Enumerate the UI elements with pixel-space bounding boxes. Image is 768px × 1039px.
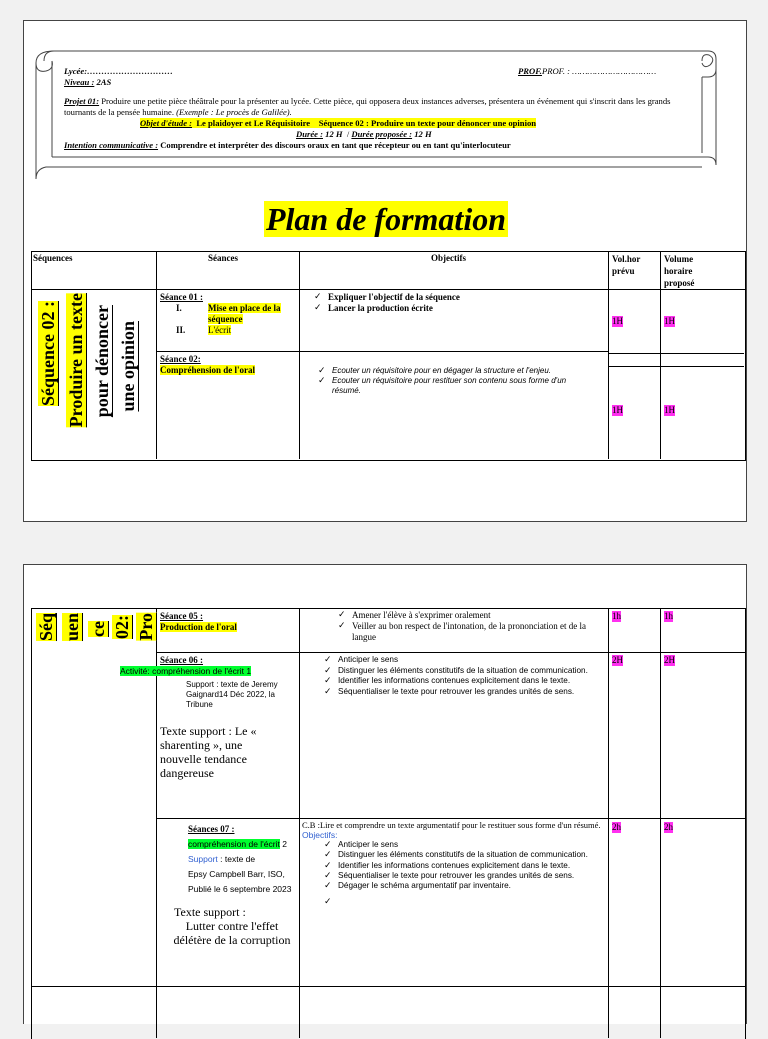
vol-propose-value: 2H	[664, 655, 675, 665]
intention-text: Comprendre et interpréter des discours oraux en tant que récepteur ou en tant qu'interlocuteur	[158, 140, 511, 150]
support-date: Publié le 6 septembre 2023	[188, 884, 292, 894]
support-author: Epsy Campbell Barr, ISO,	[188, 869, 285, 879]
texte-support: Texte support : Le « sharenting », une nouvelle tendance dangereuse	[160, 724, 257, 780]
vol-propose-value: 1H	[664, 405, 675, 415]
sequence-vertical-label-fragment: Séq uen ce 02: Pro	[36, 613, 156, 642]
vol-prevu-value: 1H	[612, 316, 623, 326]
objective-item: ✓ Anticiper le sens	[322, 655, 604, 666]
niveau-value: 2AS	[96, 77, 112, 87]
vol-prevu-value: 1H	[612, 405, 623, 415]
sequence-vertical-label: Séquence 02 : Produire un texte pour dénoncer une opinion	[38, 293, 138, 428]
texte-support-label: Texte support :	[174, 905, 246, 919]
page-title: Plan de formation	[265, 201, 506, 237]
texte-support-title: Lutter contre l'effet délétère de la corruption	[173, 919, 291, 947]
seance-07-objectives	[302, 820, 606, 907]
vol-propose-value: 1h	[664, 611, 673, 621]
cb-text: C.B :Lire et comprendre un texte argumentatif pour le restituer sous forme d'un résumé.	[302, 820, 601, 830]
objective-item: ✓ Veiller au bon respect de l'intonation, de la prononciation et de la langue	[336, 621, 606, 643]
seance-02-cell: Séance 02: Compréhension de l'oral	[160, 354, 256, 375]
document-page-1	[23, 20, 747, 522]
objet-text: Le plaidoyer et Le Réquisitoire	[196, 118, 311, 128]
sequence-text: Séquence 02 : Produire un texte pour dénoncer une opinion	[318, 118, 537, 128]
seance-06-objectives	[322, 655, 604, 697]
col-header-objectifs: Objectifs	[431, 253, 466, 263]
col-header-sequences: Séquences	[33, 253, 73, 263]
objet-label: Objet d'étude :	[140, 118, 193, 128]
objective-item: ✓ Identifier les informations contenues explicitement dans le texte.	[322, 861, 606, 871]
lycee-field: Lycée:…………………………	[64, 66, 173, 76]
activity-text: : compréhension de l'écrit 1	[147, 666, 252, 676]
vol-prevu-value: 2h	[612, 822, 621, 832]
objective-item: ✓ Identifier les informations contenues explicitement dans le texte.	[322, 676, 604, 687]
intention-label: Intention communicative :	[64, 140, 159, 150]
objective-item: ✓ Ecouter un réquisitoire pour restituer son contenu sous forme d'un résumé.	[316, 376, 568, 396]
vol-prevu-value: 2H	[612, 655, 623, 665]
activity-text: compréhension de l'écrit	[188, 839, 280, 849]
objective-item: ✓ Lancer la production écrite	[312, 303, 602, 314]
objective-item: ✓ Séquentialiser le texte pour retrouver les grandes unités de sens.	[322, 871, 606, 881]
objective-item: ✓ Dégager le schéma argumentatif par inventaire.	[322, 881, 606, 891]
seance-05-objectives	[336, 610, 606, 643]
support-text: Support : texte de Jeremy Gaignard14 Déc 2022, la Tribune	[186, 680, 278, 709]
objective-item: ✓ Ecouter un réquisitoire pour en dégager la structure et l'enjeu.	[316, 366, 568, 376]
col-header-vol-prevu: Vol.hor prévu	[612, 254, 641, 276]
duree-proposee-label: Durée proposée :	[351, 129, 413, 139]
seance-02-objectives	[316, 366, 568, 396]
support-label: Support	[188, 854, 218, 864]
vol-propose-value: 1H	[664, 316, 675, 326]
objective-item: ✓ Expliquer l'objectif de la séquence	[312, 292, 602, 303]
seance-05-cell: Séance 05 : Production de l'oral	[160, 611, 237, 632]
prof-field: PROF. : ……………………………	[541, 66, 657, 76]
activity-label: Activité	[120, 666, 148, 676]
vol-prevu-value: 1h	[612, 611, 621, 621]
seance-06-cell: Séance 06 : Activité: compréhension de l'écrit 1 Support : texte de Jeremy Gaignard14 Déc 2022, la Tribune Texte support : Le « sharenting », une nouvelle tendance dangereuse	[120, 655, 298, 780]
duree-value: 12 H	[325, 129, 343, 139]
header-block: Lycée:………………………… PROF.PROF. : …………………………… Niveau : 2AS Projet 01: Produire une petite pièce théâtrale pour la présenter au lycée. Cette pièce, qui opposera deux instances adverses, présentera un événement qui s'inscrit dans les grands tournants de la pensée humaine. (Exemple : Le procès de Galilée). Objet d'étude : Le plaidoyer et Le Réquisitoire Séquence 02 : Produire un texte pour dénoncer une opinion Durée : 12 H / Durée proposée : 12 H Intention communicative : Comprendre et interpréter des discours oraux en tant que récepteur ou en tant qu'interlocuteur	[64, 66, 671, 150]
objective-item: ✓ Distinguer les éléments constitutifs de la situation de communication.	[322, 850, 606, 860]
col-header-vol-propose: Volume horaire proposé	[664, 254, 695, 288]
objectifs-label: Objectifs:	[302, 830, 338, 840]
duree-label: Durée :	[296, 129, 323, 139]
objective-item: ✓ Distinguer les éléments constitutifs de la situation de communication.	[322, 666, 604, 677]
col-header-seances: Séances	[208, 253, 238, 263]
vol-propose-value: 2h	[664, 822, 673, 832]
seance-01-cell: Séance 01 : I. Mise en place de la séquence II. L'écrit	[160, 292, 281, 335]
projet-text: Produire une petite pièce théâtrale pour la présenter au lycée. Cette pièce, qui opposera deux instances adverses, présentera un événement qui s'inscrit dans les grands tournants de la pensée humaine.	[64, 96, 671, 117]
seance-07-cell: Séances 07 : compréhension de l'écrit 2 Support : texte de Epsy Campbell Barr, ISO, Publié le 6 septembre 2023 Texte support : Lutter contre l'effet délétère de la corruption	[168, 824, 296, 947]
objective-item: ✓ Séquentialiser le texte pour retrouver les grandes unités de sens.	[322, 687, 604, 698]
niveau-label: Niveau :	[64, 77, 95, 87]
objective-item: ✓ Amener l'élève à s'exprimer oralement	[336, 610, 606, 621]
duree-proposee-value: 12 H	[414, 129, 432, 139]
seance-01-objectives	[312, 292, 602, 314]
projet-label: Projet 01:	[64, 96, 100, 106]
document-page-2	[23, 564, 747, 1024]
objective-item-empty	[322, 897, 606, 907]
objective-item: ✓ Anticiper le sens	[322, 840, 606, 850]
projet-example: (Exemple : Le procès de Galilée).	[176, 107, 292, 117]
